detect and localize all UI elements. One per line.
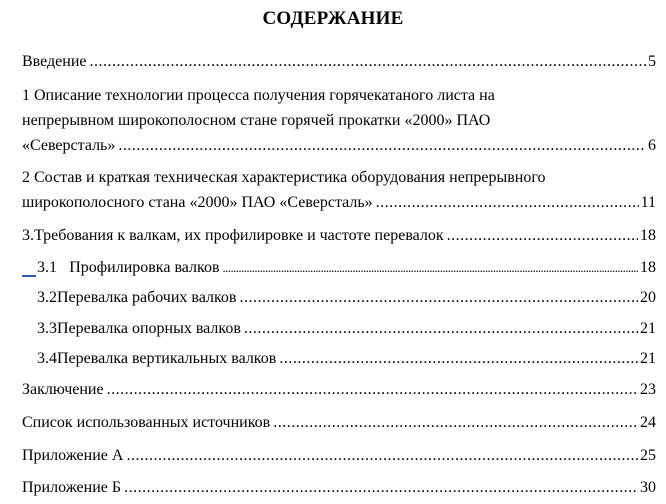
toc-entry-2-line-2[interactable] <box>0 191 666 215</box>
toc-entry-3-4[interactable] <box>0 347 666 371</box>
toc-entry-page: 21 <box>640 350 656 367</box>
toc-entry-references[interactable] <box>0 411 666 435</box>
toc-entry-number: 3.1 <box>37 259 57 276</box>
toc-entry-3-1[interactable] <box>0 256 666 280</box>
toc-entry-label: 3.Требования к валкам, их профилировке и частоте перевалок <box>22 227 444 244</box>
toc-entry-number: 3.3 <box>37 320 57 337</box>
toc-entry-label: Заключение <box>22 381 104 398</box>
toc-entry-page: 18 <box>640 259 656 276</box>
toc-entry-page: 20 <box>640 289 656 306</box>
cursor-underline-mark <box>22 275 36 277</box>
toc-entry-1-line-1[interactable]: 1 Описание технологии процесса получения горячекатаного листа на <box>22 87 495 104</box>
toc-entry-number: 3.4 <box>37 350 57 367</box>
toc-entry-page: 18 <box>640 227 656 244</box>
toc-entry-label: «Северсталь» <box>22 137 116 154</box>
toc-entry-conclusion[interactable] <box>0 378 666 402</box>
toc-entry-label: Список использованных источников <box>22 414 271 431</box>
toc-entry-page: 5 <box>648 53 656 70</box>
toc-entry-1-line-2[interactable]: непрерывном широкополосном стане горячей прокатки «2000» ПАО <box>22 112 491 129</box>
toc-entry-page: 21 <box>640 320 656 337</box>
toc-leader-dots <box>126 444 638 468</box>
toc-leader-dots <box>107 378 638 402</box>
toc-entry-2-line-1[interactable]: 2 Состав и краткая техническая характеристика оборудования непрерывного <box>22 169 546 186</box>
toc-entry-3-2[interactable] <box>0 286 666 310</box>
toc-entry-label: Перевалка опорных валков <box>57 320 241 337</box>
toc-leader-dots <box>239 286 638 310</box>
toc-title: СОДЕРЖАНИЕ <box>262 8 404 29</box>
toc-leader-dots <box>118 134 646 158</box>
toc-entry-page: 24 <box>640 414 656 431</box>
toc-entry-appendix-b[interactable] <box>0 476 666 500</box>
toc-entry-page: 23 <box>640 381 656 398</box>
toc-leader-dots <box>90 50 647 74</box>
toc-entry-appendix-a[interactable] <box>0 444 666 468</box>
toc-leader-dots <box>244 317 638 341</box>
toc-entry-page: 11 <box>640 194 656 211</box>
toc-entry-3[interactable] <box>0 224 666 248</box>
toc-entry-label: Перевалка рабочих валков <box>57 289 237 306</box>
toc-entry-label: Профилировка валков <box>69 259 220 276</box>
toc-entry-1-line-3[interactable] <box>0 134 666 158</box>
toc-leader-dots <box>273 411 638 435</box>
toc-entry-number: 3.2 <box>37 289 57 306</box>
toc-entry-introduction[interactable] <box>0 50 666 74</box>
toc-entry-label: Введение <box>22 53 87 70</box>
toc-entry-label: Перевалка вертикальных валков <box>57 350 277 367</box>
toc-entry-label: Приложение А <box>22 447 124 464</box>
toc-entry-label: широкополосного стана «2000» ПАО «Северсталь» <box>22 194 373 211</box>
toc-entry-page: 25 <box>640 447 656 464</box>
toc-leader-dots <box>124 476 638 500</box>
toc-entry-3-3[interactable] <box>0 317 666 341</box>
toc-entry-page: 30 <box>640 479 656 496</box>
toc-leader-dots <box>447 224 638 248</box>
toc-entry-label: Приложение Б <box>22 479 122 496</box>
toc-leader-dots <box>223 256 638 280</box>
toc-leader-dots <box>279 347 638 371</box>
toc-entry-page: 6 <box>648 137 656 154</box>
toc-leader-dots <box>376 191 639 215</box>
